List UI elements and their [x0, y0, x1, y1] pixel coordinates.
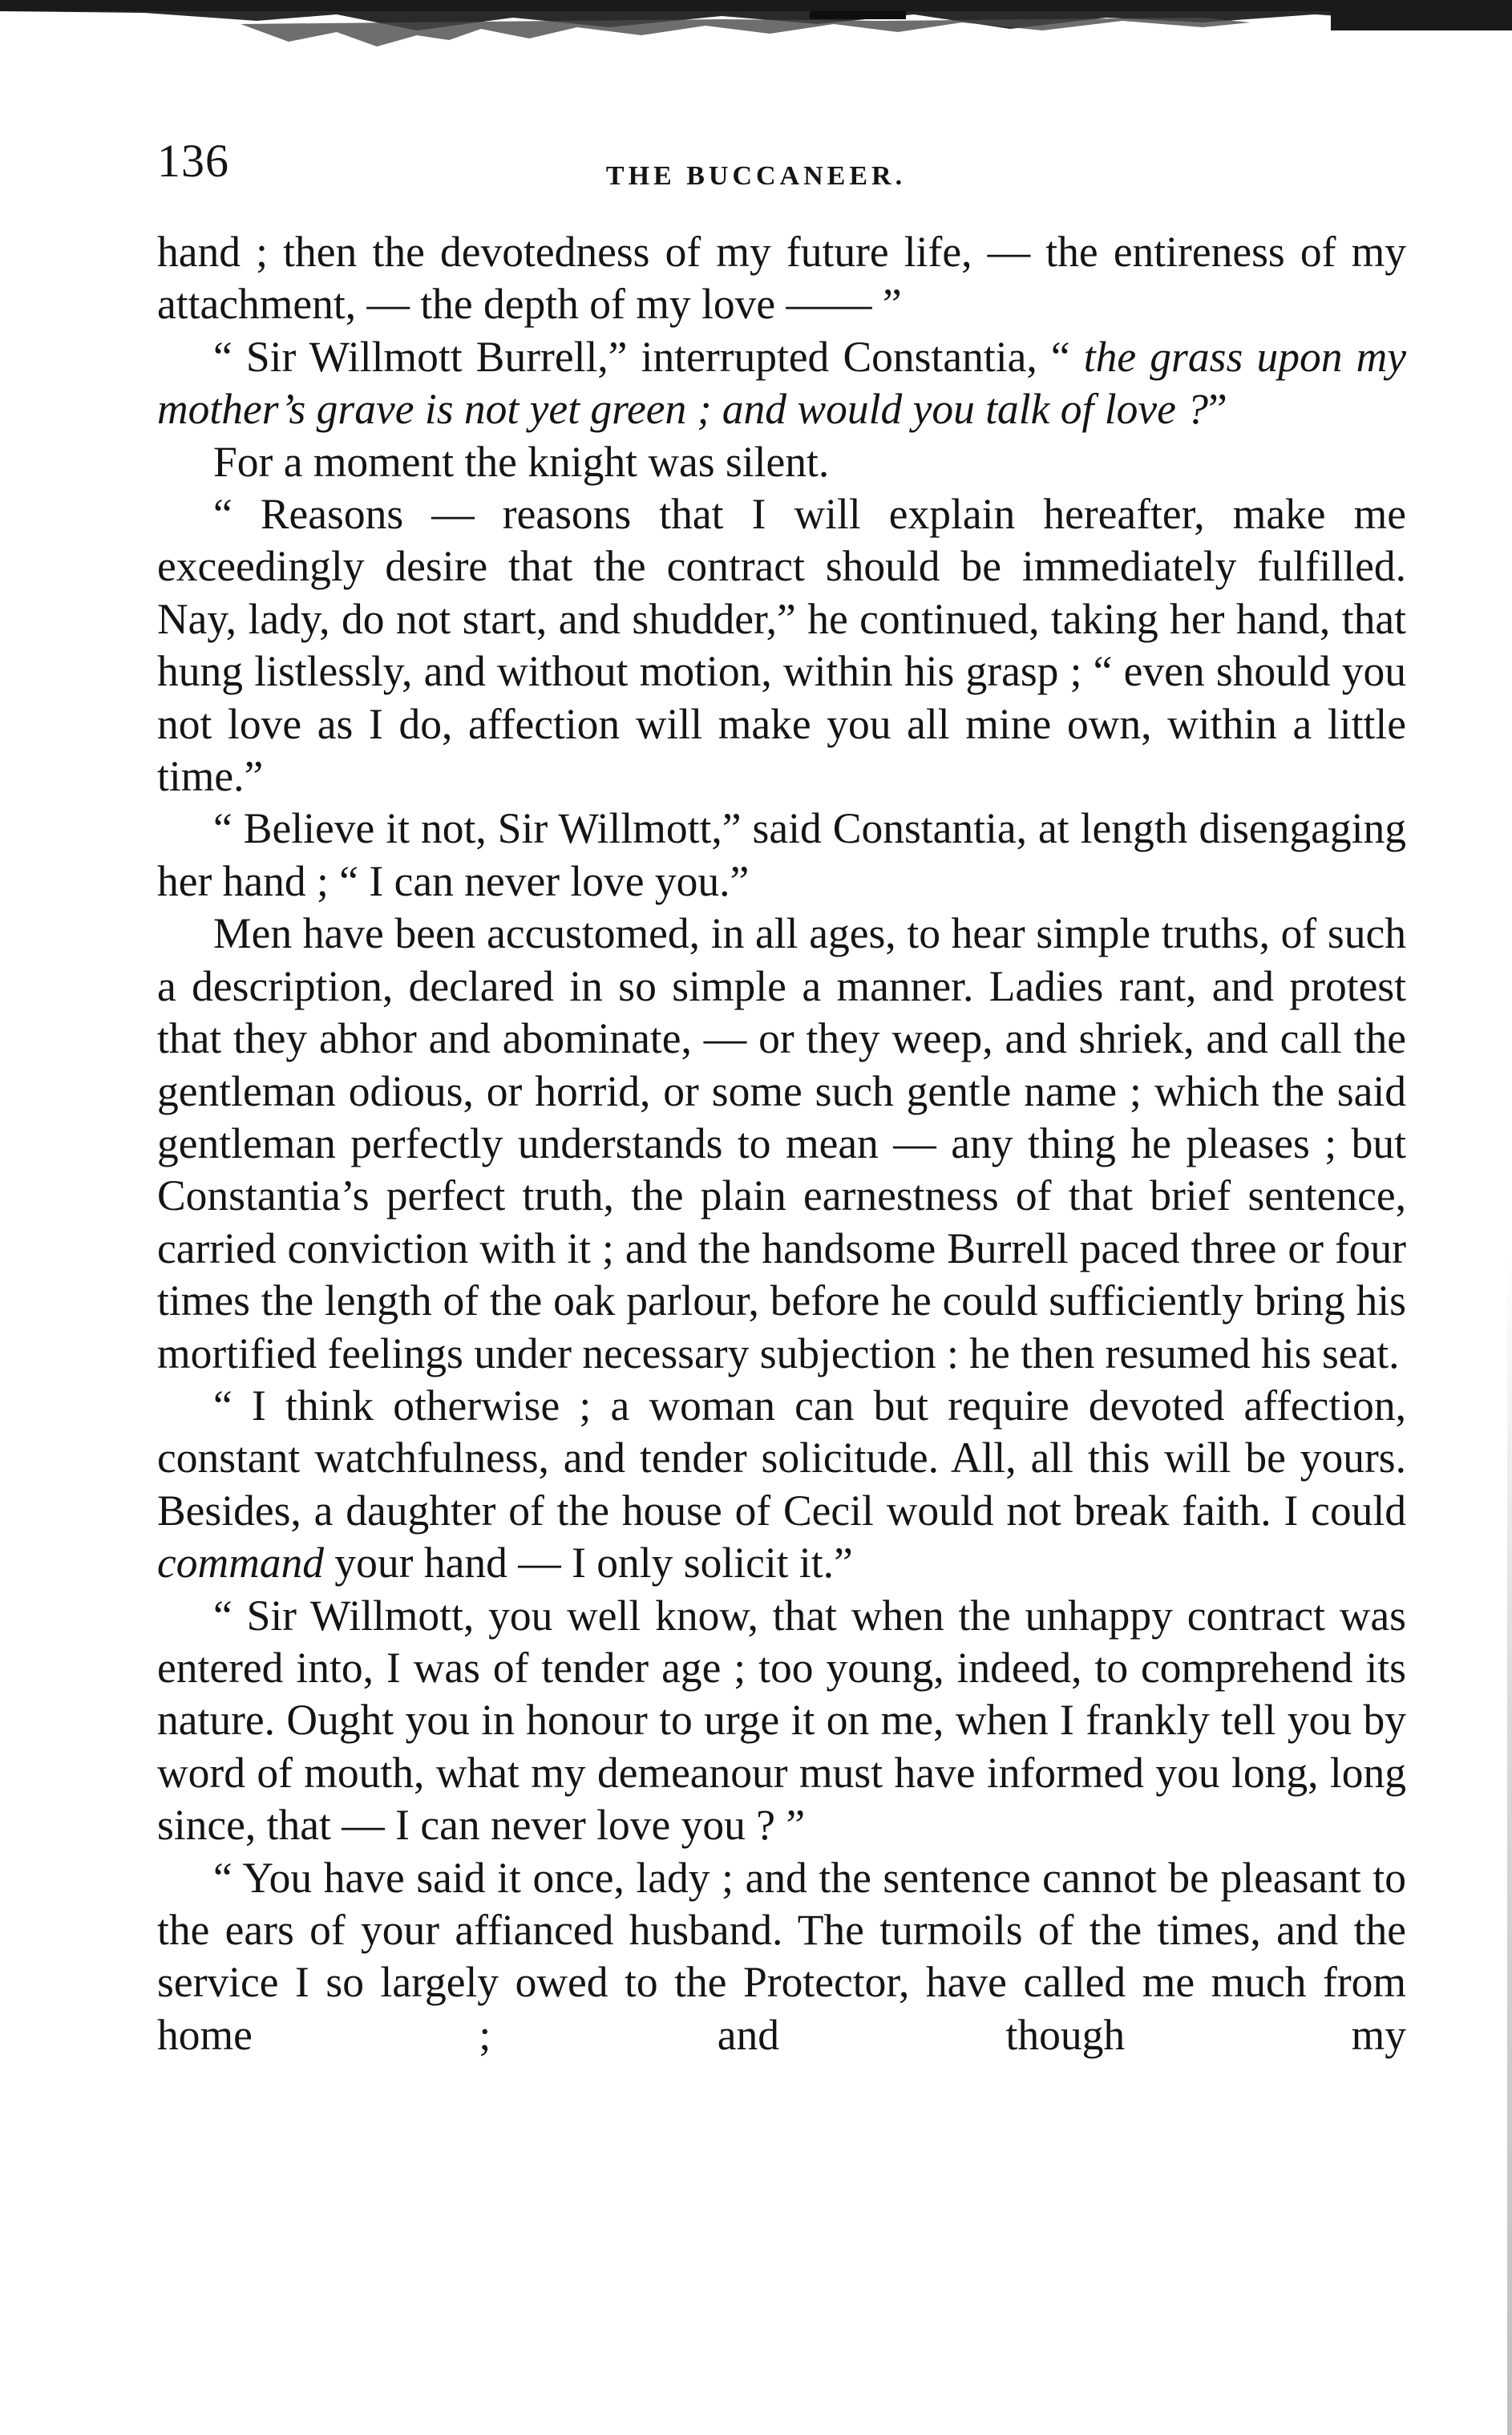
paragraph — [157, 331, 1406, 436]
italic-text: the grass upon my mother’s grave is not yet green ; and would you talk of love ? — [157, 332, 1406, 434]
paragraph — [157, 1590, 1406, 1852]
paragraph-text: “ Sir Willmott, you well know, that when the unhappy contract was entered into, I was of tender age ; too young, indeed, to comprehend its nature. Ought you in honour to urge it on me, when I frankly tell you by word of mouth, what my demeanour must have informed you long, long since, that — I can never love you ? ” — [157, 1591, 1406, 1850]
paragraph-text: hand ; then the devotedness of my future life, — the entireness of my attachment, — the depth of my love —— ” — [157, 228, 1406, 329]
paragraph — [157, 488, 1406, 803]
italic-text: command — [157, 1539, 325, 1588]
paragraph — [157, 803, 1406, 908]
paragraph-text: ” — [1208, 385, 1227, 434]
paragraph-text: Men have been accustomed, in all ages, to hear simple truths, of such a description, declared in so simple a manner. Ladies rant, and protest that they abhor and abominate, — or they weep, and shriek, and call the gentleman odious, or horrid, or some such gentle name ; which the said gentleman perfectly understands to mean — any thing he pleases ; but Constantia’s perfect truth, the plain earnestness of that brief sentence, carried conviction with it ; and the handsome Burrell paced three or four times the length of the oak parlour, before he could sufficiently bring his mortified feelings under necessary subjection : he then resumed his seat. — [157, 909, 1406, 1377]
paragraph — [157, 1380, 1406, 1590]
running-head: THE BUCCANEER. — [605, 161, 907, 191]
paragraph — [157, 226, 1406, 331]
paragraph-text: “ Believe it not, Sir Willmott,” said Constantia, at length disengaging her hand ; “ I can never love you.” — [157, 804, 1406, 905]
paragraph-text: “ You have said it once, lady ; and the sentence cannot be pleasant to the ears of your affianced husband. The turmoils of the times, and the service I so largely owed to the Protector, have called me much from home ; and though my — [157, 1853, 1406, 2059]
paragraph-text: “ Sir Willmott Burrell,” interrupted Constantia, “ — [213, 332, 1084, 381]
paragraph-text: For a moment the knight was silent. — [213, 437, 830, 486]
paragraph — [157, 908, 1406, 1380]
paragraph-text: your hand — I only solicit it.” — [324, 1539, 853, 1588]
paragraph — [157, 1852, 1406, 2062]
body-text — [157, 226, 1406, 2061]
page-number: 136 — [157, 135, 229, 187]
paragraph-text: “ I think otherwise ; a woman can but require devoted affection, constant watchfulness, and tender solicitude. All, all this will be yours. Besides, a daughter of the house of Cecil would not break faith. I could — [157, 1381, 1406, 1535]
paragraph-text: “ Reasons — reasons that I will explain hereafter, make me exceedingly desire that the contract should be immediately fulfilled. Nay, lady, do not start, and shudder,” he continued, taking her hand, that hung listlessly, and without motion, within his grasp ; “ even should you not love as I do, affection will make you all mine own, within a little time.” — [157, 490, 1406, 801]
scan-edge-artifact — [0, 0, 1512, 56]
scan-edge-shadow — [1507, 1251, 1512, 2435]
paragraph — [157, 436, 1406, 488]
